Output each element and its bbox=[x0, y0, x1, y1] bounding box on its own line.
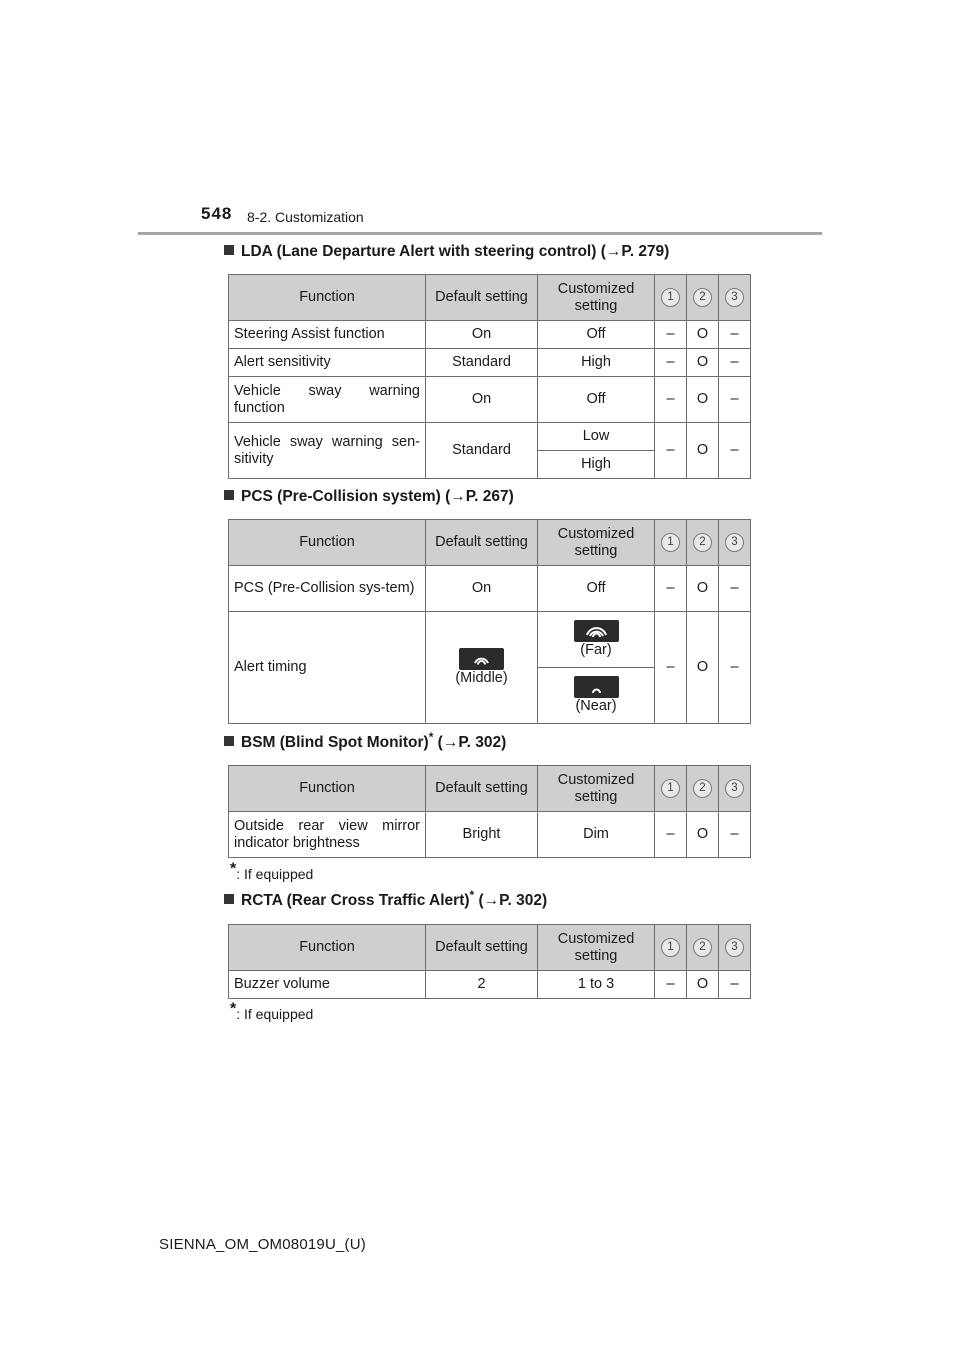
section-heading-rcta: RCTA (Rear Cross Traffic Alert)* (→P. 302) bbox=[224, 892, 547, 910]
column-header-function: Function bbox=[229, 925, 426, 971]
table-row: PCS (Pre-Collision sys-tem) On Off – O – bbox=[229, 566, 751, 612]
alert-far-icon bbox=[574, 620, 619, 642]
footnote-bsm: *: If equipped bbox=[230, 860, 314, 882]
square-bullet-icon bbox=[224, 736, 234, 746]
table-row: Alert timing (Middle) (Far) – O – bbox=[229, 612, 751, 668]
column-header-default: Default setting bbox=[426, 275, 538, 321]
column-header-default: Default setting bbox=[426, 766, 538, 812]
square-bullet-icon bbox=[224, 245, 234, 255]
circled-3-icon: 3 bbox=[725, 938, 744, 957]
circled-3-icon: 3 bbox=[725, 533, 744, 552]
column-header-default: Default setting bbox=[426, 925, 538, 971]
arrow-right-icon: → bbox=[605, 243, 622, 260]
chapter-title: 8-2. Customization bbox=[247, 209, 364, 225]
circled-2-icon: 2 bbox=[693, 533, 712, 552]
section-heading-pcs: PCS (Pre-Collision system) (→P. 267) bbox=[224, 488, 514, 506]
column-header-customized: Customized setting bbox=[538, 520, 655, 566]
alert-middle-icon bbox=[459, 648, 504, 670]
table-row: Vehicle sway warning function On Off – O – bbox=[229, 377, 751, 423]
arrow-right-icon: → bbox=[442, 734, 459, 751]
rcta-table bbox=[228, 924, 751, 999]
section-heading-bsm: BSM (Blind Spot Monitor)* (→P. 302) bbox=[224, 734, 506, 752]
column-header-function: Function bbox=[229, 520, 426, 566]
table-header-row bbox=[229, 520, 751, 566]
table-header-row bbox=[229, 275, 751, 321]
lda-table bbox=[228, 274, 751, 479]
arrow-right-icon: → bbox=[483, 892, 500, 909]
arrow-right-icon: → bbox=[450, 488, 466, 505]
column-header-default: Default setting bbox=[426, 520, 538, 566]
header-divider bbox=[138, 232, 822, 235]
section-heading-lda: LDA (Lane Departure Alert with steering control) (→P. 279) bbox=[224, 243, 669, 261]
table-row: Steering Assist function On Off – O – bbox=[229, 321, 751, 349]
square-bullet-icon bbox=[224, 894, 234, 904]
table-header-row bbox=[229, 766, 751, 812]
circled-2-icon: 2 bbox=[693, 779, 712, 798]
circled-2-icon: 2 bbox=[693, 288, 712, 307]
table-row: High bbox=[229, 451, 751, 479]
table-header-row bbox=[229, 925, 751, 971]
page-number: 548 bbox=[201, 204, 233, 223]
table-row: Outside rear view mirror indicator brightness Bright Dim – O – bbox=[229, 812, 751, 858]
column-header-function: Function bbox=[229, 766, 426, 812]
table-row: Vehicle sway warning sen-sitivity Standard Low – O – bbox=[229, 423, 751, 451]
circled-1-icon: 1 bbox=[661, 533, 680, 552]
pcs-table bbox=[228, 519, 751, 724]
circled-1-icon: 1 bbox=[661, 288, 680, 307]
circled-1-icon: 1 bbox=[661, 779, 680, 798]
circled-2-icon: 2 bbox=[693, 938, 712, 957]
column-header-function: Function bbox=[229, 275, 426, 321]
table-row: Buzzer volume 2 1 to 3 – O – bbox=[229, 971, 751, 999]
bsm-table bbox=[228, 765, 751, 858]
circled-1-icon: 1 bbox=[661, 938, 680, 957]
document-id: SIENNA_OM_OM08019U_(U) bbox=[159, 1236, 366, 1253]
table-row: Alert sensitivity Standard High – O – bbox=[229, 349, 751, 377]
footnote-rcta: *: If equipped bbox=[230, 1000, 314, 1022]
column-header-customized: Customized setting bbox=[538, 925, 655, 971]
column-header-customized: Customized setting bbox=[538, 275, 655, 321]
table-row: (Near) bbox=[229, 668, 751, 724]
circled-3-icon: 3 bbox=[725, 779, 744, 798]
square-bullet-icon bbox=[224, 490, 234, 500]
alert-near-icon bbox=[574, 676, 619, 698]
circled-3-icon: 3 bbox=[725, 288, 744, 307]
column-header-customized: Customized setting bbox=[538, 766, 655, 812]
